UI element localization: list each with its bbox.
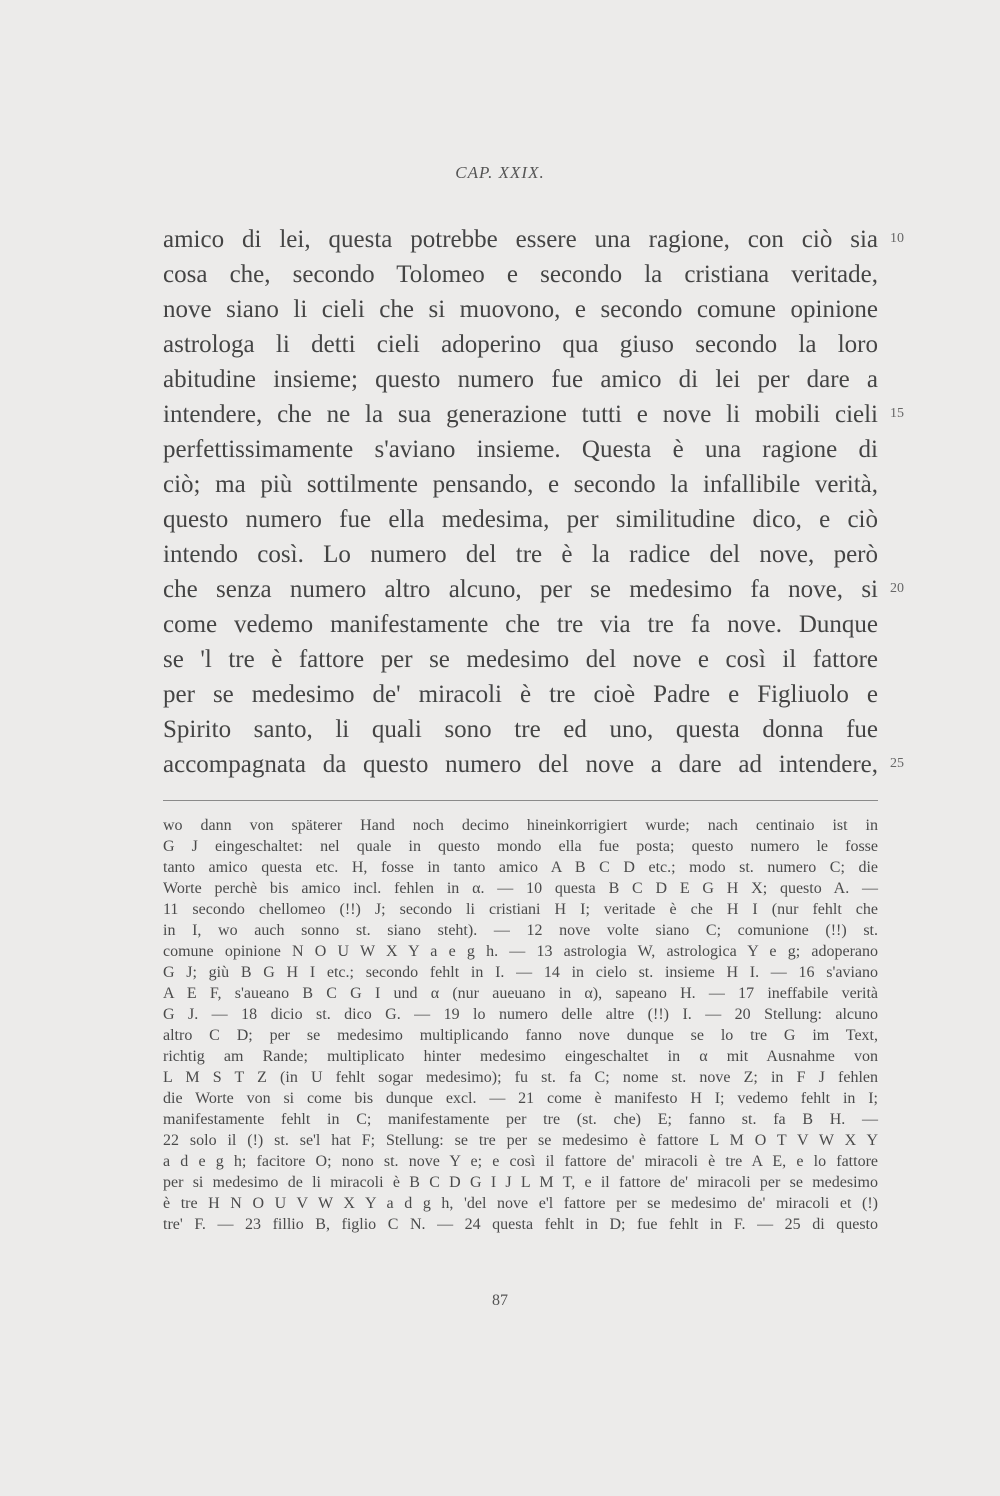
line-number: 25 <box>890 756 904 771</box>
main-text-line: Spirito santo, li quali sono tre ed uno, questa donna fue <box>163 716 878 743</box>
line-number: 15 <box>890 406 904 421</box>
main-text-line: perfettissimamente s'aviano insieme. Questa è una ragione di <box>163 436 878 463</box>
apparatus-line: 22 solo il (!) st. se'l hat F; Stellung: se tre per se medesimo è fattore L M O T V W X Y <box>163 1132 878 1149</box>
apparatus-line: tanto amico questa etc. H, fosse in tanto amico A B C D etc.; modo st. numero C; die <box>163 859 878 876</box>
apparatus-line: G J; giù B G H I etc.; secondo fehlt in I. — 14 in cielo st. insieme H I. — 16 s'aviano <box>163 964 878 981</box>
line-number: 10 <box>890 231 904 246</box>
apparatus-line: A E F, s'aueano B C G I und α (nur aueuano in α), sapeano H. — 17 ineffabile verità <box>163 985 878 1002</box>
apparatus-line: G J eingeschaltet: nel quale in questo mondo ella fue posta; questo numero le fosse <box>163 838 878 855</box>
apparatus-line: è tre H N O U V W X Y a d g h, 'del nove e'l fattore per se medesimo de' miracoli et (!) <box>163 1195 878 1212</box>
main-text-line: abitudine insieme; questo numero fue amico di lei per dare a <box>163 366 878 393</box>
main-text-line: astrologa li detti cieli adoperino qua giuso secondo la loro <box>163 331 878 358</box>
main-text-line: intendo così. Lo numero del tre è la radice del nove, però <box>163 541 878 568</box>
page-number: 87 <box>492 1292 508 1309</box>
apparatus-line: G J. — 18 dicio st. dico G. — 19 lo numero delle altre (!!) I. — 20 Stellung: alcuno <box>163 1006 878 1023</box>
main-text-line: se 'l tre è fattore per se medesimo del nove e così il fattore <box>163 646 878 673</box>
main-text-line: ciò; ma più sottilmente pensando, e secondo la infallibile verità, <box>163 471 878 498</box>
apparatus-line: comune opinione N O U W X Y a e g h. — 13 astrologia W, astrologica Y e g; adoperano <box>163 943 878 960</box>
main-text-line: amico di lei, questa potrebbe essere una ragione, con ciò sia <box>163 226 878 253</box>
main-text-line: come vedemo manifestamente che tre via tre fa nove. Dunque <box>163 611 878 638</box>
apparatus-line: per si medesimo de li miracoli è B C D G I J L M T, e il fattore de' miracoli per se medesimo <box>163 1174 878 1191</box>
apparatus-line: Worte perchè bis amico incl. fehlen in α. — 10 questa B C D E G H X; questo A. — <box>163 880 878 897</box>
main-text-line: cosa che, secondo Tolomeo e secondo la cristiana veritade, <box>163 261 878 288</box>
apparatus-line: tre' F. — 23 fillio B, figlio C N. — 24 questa fehlt in D; fue fehlt in F. — 25 di questo <box>163 1216 878 1233</box>
apparatus-line: in I, wo auch sonno st. siano steht). — 12 nove volte siano C; comunione (!!) st. <box>163 922 878 939</box>
apparatus-line: wo dann von späterer Hand noch decimo hineinkorrigiert wurde; nach centinaio ist in <box>163 817 878 834</box>
apparatus-line: manifestamente fehlt in C; manifestamente per tre (st. che) E; fanno st. fa B H. — <box>163 1111 878 1128</box>
main-text-line: per se medesimo de' miracoli è tre cioè Padre e Figliuolo e <box>163 681 878 708</box>
critical-apparatus <box>163 815 878 1235</box>
main-text-line: accompagnata da questo numero del nove a dare ad intendere, <box>163 751 878 778</box>
apparatus-line: richtig am Rande; multiplicato hinter medesimo eingeschaltet in α mit Ausnahme von <box>163 1048 878 1065</box>
apparatus-line: L M S T Z (in U fehlt sogar medesimo); fu st. fa C; nome st. nove Z; in F J fehlen <box>163 1069 878 1086</box>
main-text-line: intendere, che ne la sua generazione tutti e nove li mobili cieli <box>163 401 878 428</box>
main-text-line: che senza numero altro alcuno, per se medesimo fa nove, si <box>163 576 878 603</box>
apparatus-line: altro C D; per se medesimo multiplicando fanno nove dunque se lo tre G im Text, <box>163 1027 878 1044</box>
line-number: 20 <box>890 581 904 596</box>
footnote-divider <box>163 800 878 801</box>
main-text-line: nove siano li cieli che si muovono, e secondo comune opinione <box>163 296 878 323</box>
apparatus-line: 11 secondo chellomeo (!!) J; secondo li cristiani H I; veritade è che H I (nur fehlt che <box>163 901 878 918</box>
chapter-header: CAP. XXIX. <box>455 163 545 182</box>
main-text-body <box>163 222 878 782</box>
apparatus-line: a d e g h; facitore O; nono st. nove Y e; e così il fattore de' miracoli è tre A E, e lo fattore <box>163 1153 878 1170</box>
apparatus-line: die Worte von si come bis dunque excl. — 21 come è manifesto H I; vedemo fehlt in I; <box>163 1090 878 1107</box>
main-text-line: questo numero fue ella medesima, per similitudine dico, e ciò <box>163 506 878 533</box>
